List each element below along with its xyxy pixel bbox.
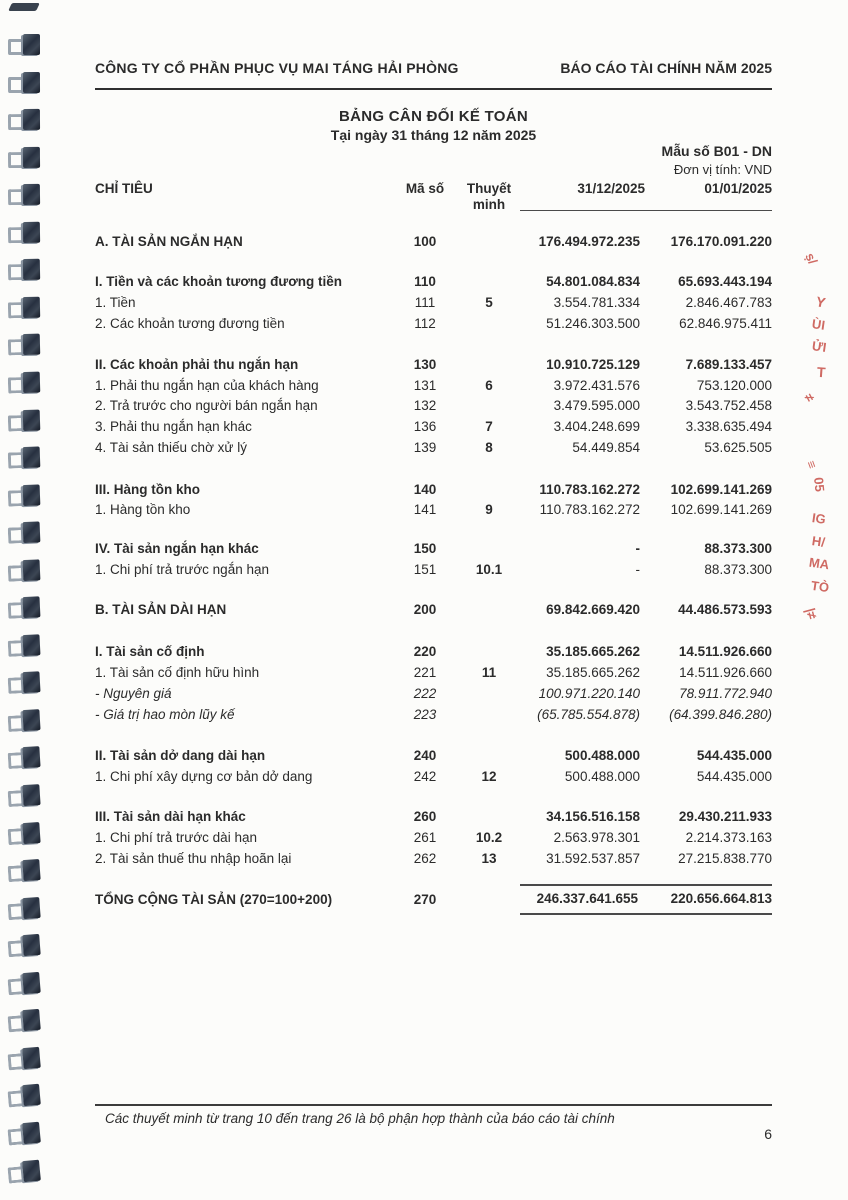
table-row [95,481,772,501]
row-label: I. Tiền và các khoản tương đương tiền [95,274,343,289]
stamp-text-fragment: ṣ/ [802,250,821,267]
spiral-ring [7,595,42,621]
table-row [95,273,772,293]
row-label: 1. Chi phí xây dựng cơ bản dở dang [95,769,313,784]
table-row [95,664,772,684]
row-code: 131 [413,378,437,393]
row-value-current: 3.972.431.576 [553,378,640,393]
row-label: 1. Hàng tồn kho [95,502,191,517]
row-value-current: 110.783.162.272 [539,502,640,517]
row-value-prior: 65.693.443.194 [678,274,772,289]
spiral-ring [8,408,43,433]
row-value-current: 69.842.669.420 [546,602,640,617]
row-code: 100 [413,234,437,249]
table-row [95,377,772,397]
stamp-text-fragment: 05 [811,476,828,493]
spiral-ring [8,146,42,170]
row-value-current: 35.185.665.262 [546,665,640,680]
row-value-prior: 53.625.505 [704,440,772,455]
table-row [95,356,772,376]
statement-title: BẢNG CÂN ĐỐI KẾ TOÁN [338,108,529,125]
row-value-prior: 14.511.926.660 [679,665,772,680]
row-code: 221 [413,665,437,680]
row-value-current: 110.783.162.272 [539,482,640,497]
row-value-prior: 102.699.141.269 [670,482,772,497]
row-value-prior: 753.120.000 [696,378,772,393]
column-header-note: Thuyết minh [466,181,512,212]
row-code: 111 [414,295,436,310]
spiral-ring [7,858,43,884]
table-row [95,643,772,663]
stamp-text-fragment: MA [808,554,831,573]
row-value-current: 2.563.978.301 [553,830,640,845]
stamp-text-fragment: IG [811,510,827,527]
column-header-prior: 01/01/2025 [704,181,772,196]
row-value-prior: 14.511.926.660 [678,644,772,659]
row-value-current: (65.785.554.878) [537,707,640,722]
table-row [95,601,772,621]
row-label: 1. Phải thu ngắn hạn của khách hàng [95,378,319,393]
row-value-current: 176.494.972.235 [538,234,640,249]
spiral-ring [7,821,43,847]
table-row [95,540,772,560]
row-label: 2. Tài sản thuế thu nhập hoãn lại [95,851,292,866]
row-value-prior: 544.435.000 [696,748,772,763]
spiral-ring [8,445,43,470]
row-value-prior: 2.214.373.163 [685,830,772,845]
spiral-ring [7,933,43,959]
row-note-ref: 13 [481,851,497,866]
row-value-prior: 78.911.772.940 [679,686,772,701]
spiral-ring [7,633,42,659]
company-name: CÔNG TY CỔ PHẦN PHỤC VỤ MAI TÁNG HẢI PHÒNG [95,60,459,76]
row-label: III. Tài sản dài hạn khác [95,809,246,824]
row-value-current: - [635,541,640,556]
row-value-current: 31.592.537.857 [546,851,640,866]
spiral-ring [7,1046,43,1073]
table-row [95,418,772,438]
row-code: 140 [413,482,437,497]
row-code: 262 [413,851,437,866]
row-label: 1. Tiền [95,295,136,310]
row-code: 150 [413,541,437,556]
row-value-current: 3.404.248.699 [553,419,640,434]
footer-note: Các thuyết minh từ trang 10 đến trang 26 là bộ phận hợp thành của báo cáo tài chính [105,1111,615,1126]
row-label: III. Hàng tồn kho [95,482,200,497]
spiral-ring [8,296,43,321]
row-label: 2. Trả trước cho người bán ngắn hạn [95,398,318,413]
spiral-ring [7,1158,43,1185]
row-value-prior: 44.486.573.593 [678,602,772,617]
row-value-current: - [635,562,640,577]
column-header-current: 31/12/2025 [577,181,645,196]
table-row [95,685,772,705]
table-row [95,315,772,335]
row-value-prior: 176.170.091.220 [670,234,772,249]
row-value-current: 246.337.641.655 [536,891,638,906]
table-row [95,439,772,459]
spiral-ring [8,333,43,358]
row-label: 1. Chi phí trả trước dài hạn [95,830,257,845]
footer-rule [95,1104,772,1106]
row-label: B. TÀI SẢN DÀI HẠN [95,602,227,617]
spiral-ring [7,971,43,998]
spiral-ring [7,1121,43,1148]
row-value-current: 54.449.854 [572,440,640,455]
row-code: 112 [414,316,436,331]
table-row [95,747,772,767]
row-code: 136 [413,419,437,434]
row-code: 130 [413,357,437,372]
row-label: 4. Tài sản thiếu chờ xử lý [95,440,247,455]
stamp-text-fragment: TÒ [810,577,831,596]
row-value-current: 3.479.595.000 [553,398,640,413]
stamp-text-fragment: T [816,363,827,381]
balance-sheet-table [95,0,772,1200]
spiral-ring [7,1083,43,1110]
row-label: 3. Phải thu ngắn hạn khác [95,419,252,434]
spiral-ring [7,783,42,809]
row-label: 1. Tài sản cố định hữu hình [95,665,260,680]
row-label: 1. Chi phí trả trước ngắn hạn [95,562,269,577]
row-value-prior: 2.846.467.783 [685,295,772,310]
column-header-item: CHỈ TIÊU [95,181,153,196]
spiral-ring [7,558,42,583]
stamp-text-fragment: ÙI [811,316,826,333]
table-row [95,768,772,788]
row-code: 222 [413,686,437,701]
statement-date: Tại ngày 31 tháng 12 năm 2025 [330,127,537,143]
row-code: 220 [413,644,437,659]
form-number: Mẫu số B01 - DN [661,143,772,159]
spiral-ring [8,483,43,508]
row-note-ref: 10.1 [475,562,503,577]
row-code: 132 [413,398,437,413]
spiral-ring [8,258,42,283]
stamp-text-fragment: |≠ [802,606,821,621]
spiral-ring [7,670,42,696]
table-row [95,561,772,581]
row-label: 2. Các khoản tương đương tiền [95,316,285,331]
spiral-ring [8,3,40,11]
column-header-code: Mã số [405,181,445,196]
row-note-ref: 6 [485,378,493,393]
row-label: II. Các khoản phải thu ngắn hạn [95,357,299,372]
row-label: IV. Tài sản ngắn hạn khác [95,541,259,556]
row-value-current: 500.488.000 [564,748,640,763]
row-label: - Nguyên giá [95,686,172,701]
row-value-prior: 544.435.000 [696,769,772,784]
stamp-text-fragment: Y [814,293,827,311]
row-value-prior: 88.373.300 [704,562,772,577]
row-value-current: 34.156.516.158 [546,809,640,824]
row-value-current: 54.801.084.834 [546,274,640,289]
row-code: 141 [413,502,437,517]
row-value-prior: (64.399.846.280) [669,707,772,722]
row-value-prior: 62.846.975.411 [679,316,772,331]
row-value-prior: 102.699.141.269 [670,502,772,517]
table-row [95,808,772,828]
stamp-text-fragment: ỬI [811,338,828,355]
row-value-prior: 29.430.211.933 [678,809,772,824]
spiral-ring [7,708,42,734]
stamp-text-fragment: ≡ [803,458,821,471]
table-row [95,850,772,870]
row-code: 240 [413,748,437,763]
row-value-current: 51.246.303.500 [546,316,640,331]
row-note-ref: 7 [485,419,493,434]
table-row [95,501,772,521]
row-code: 110 [414,274,436,289]
row-value-current: 10.910.725.129 [546,357,640,372]
row-value-prior: 3.543.752.458 [685,398,772,413]
spiral-ring [8,221,42,246]
spiral-ring [8,520,43,545]
row-value-prior: 27.215.838.770 [678,851,772,866]
row-total-values [520,884,772,915]
row-value-prior: 88.373.300 [704,541,772,556]
page-number: 6 [764,1126,772,1142]
spiral-ring [8,108,42,132]
table-row [95,294,772,314]
row-label: - Giá trị hao mòn lũy kế [95,707,235,722]
stamp-text-fragment: H/ [811,533,826,550]
row-note-ref: 12 [481,769,497,784]
table-row [95,706,772,726]
row-label: TỔNG CỘNG TÀI SẢN (270=100+200) [95,892,333,907]
row-value-current: 35.185.665.262 [546,644,640,659]
row-code: 260 [413,809,437,824]
row-code: 261 [413,830,437,845]
spiral-ring [8,33,42,57]
row-value-current: 100.971.220.140 [538,686,640,701]
spiral-ring [8,371,43,396]
table-row [95,397,772,417]
row-code: 223 [413,707,437,722]
row-value-prior: 220.656.664.813 [670,891,772,906]
row-label: A. TÀI SẢN NGẮN HẠN [95,234,243,249]
row-note-ref: 5 [485,295,493,310]
row-note-ref: 10.2 [475,830,503,845]
row-note-ref: 11 [481,665,497,680]
spiral-ring [8,71,42,95]
report-title: BÁO CÁO TÀI CHÍNH NĂM 2025 [560,60,772,76]
row-value-current: 500.488.000 [564,769,640,784]
spiral-ring [7,745,42,771]
row-label: II. Tài sản dở dang dài hạn [95,748,266,763]
spiral-ring [7,1008,43,1035]
spiral-ring [8,183,42,207]
row-label: I. Tài sản cố định [95,644,205,659]
stamp-text-fragment: ≠ [801,390,818,405]
row-note-ref: 9 [485,502,493,517]
table-row [95,829,772,849]
table-row [95,884,772,918]
row-code: 242 [413,769,437,784]
row-code: 270 [413,892,437,907]
row-code: 139 [413,440,437,455]
row-code: 151 [413,562,437,577]
table-row [95,233,772,253]
unit-label: Đơn vị tính: VND [673,162,772,177]
spiral-ring [7,896,43,922]
row-note-ref: 8 [485,440,493,455]
row-value-prior: 3.338.635.494 [685,419,772,434]
row-value-current: 3.554.781.334 [553,295,640,310]
row-value-prior: 7.689.133.457 [685,357,772,372]
row-code: 200 [413,602,437,617]
